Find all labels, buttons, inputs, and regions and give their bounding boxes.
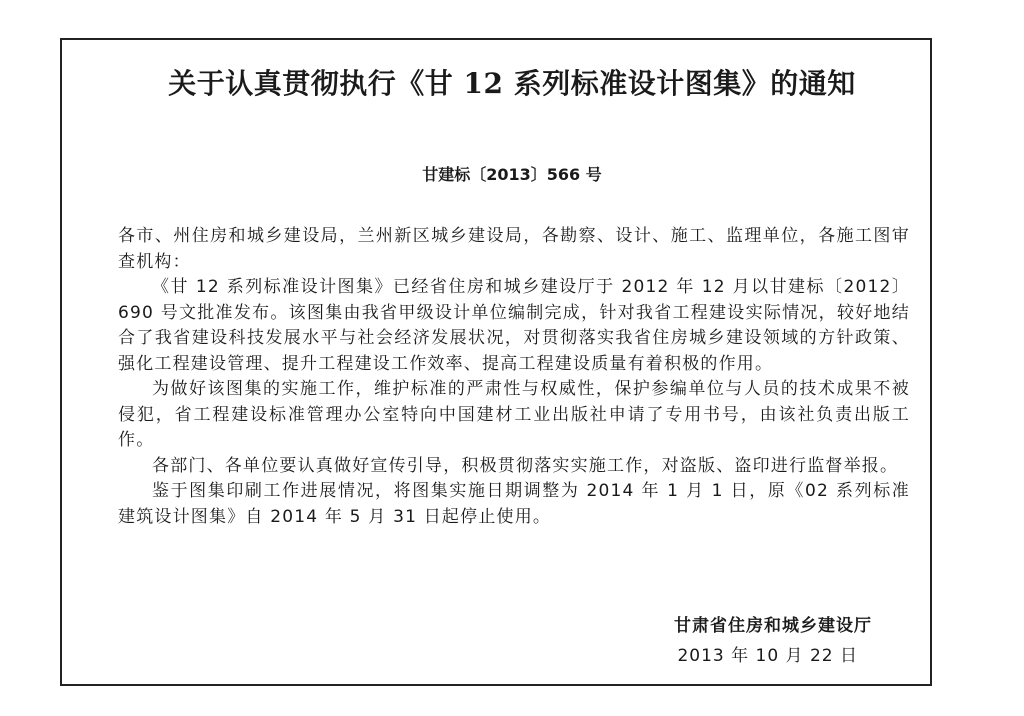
salutation: 各市、州住房和城乡建设局，兰州新区城乡建设局，各勘察、设计、施工、监理单位，各施工图审查机构： [118,226,910,272]
paragraph-4: 鉴于图集印刷工作进展情况，将图集实施日期调整为 2014 年 1 月 1 日，原《02 系列标准建筑设计图集》自 2014 年 5 月 31 日起停止使用。 [118,481,910,527]
document-number: 甘建标〔2013〕566 号 [422,165,602,184]
paragraph-3: 各部门、各单位要认真做好宣传引导，积极贯彻落实实施工作，对盗版、盗印进行监督举报。 [152,455,899,476]
paragraph-2: 为做好该图集的实施工作，维护标准的严肃性与权威性，保护参编单位与人员的技术成果不被侵犯，省工程建设标准管理办公室特向中国建材工业出版社申请了专用书号，由该社负责出版工作。 [118,379,910,450]
document-title: 关于认真贯彻执行《甘 12 系列标准设计图集》的通知 [168,67,856,100]
document-body [118,224,910,530]
issue-date: 2013 年 10 月 22 日 [677,646,858,666]
issuing-authority: 甘肃省住房和城乡建设厅 [674,616,872,636]
paragraph-1: 《甘 12 系列标准设计图集》已经省住房和城乡建设厅于 2012 年 12 月以甘建标〔2012〕690 号文批准发布。该图集由我省甲级设计单位编制完成，针对我省工程建设实际情况，较好地结合了我省建设科技发展水平与社会经济发展状况，对贯彻落实我省住房城乡建设领域的方针政策、强化工程建设管理、提升工程建设工作效率、提高工程建设质量有着积极的作用。 [118,277,910,374]
